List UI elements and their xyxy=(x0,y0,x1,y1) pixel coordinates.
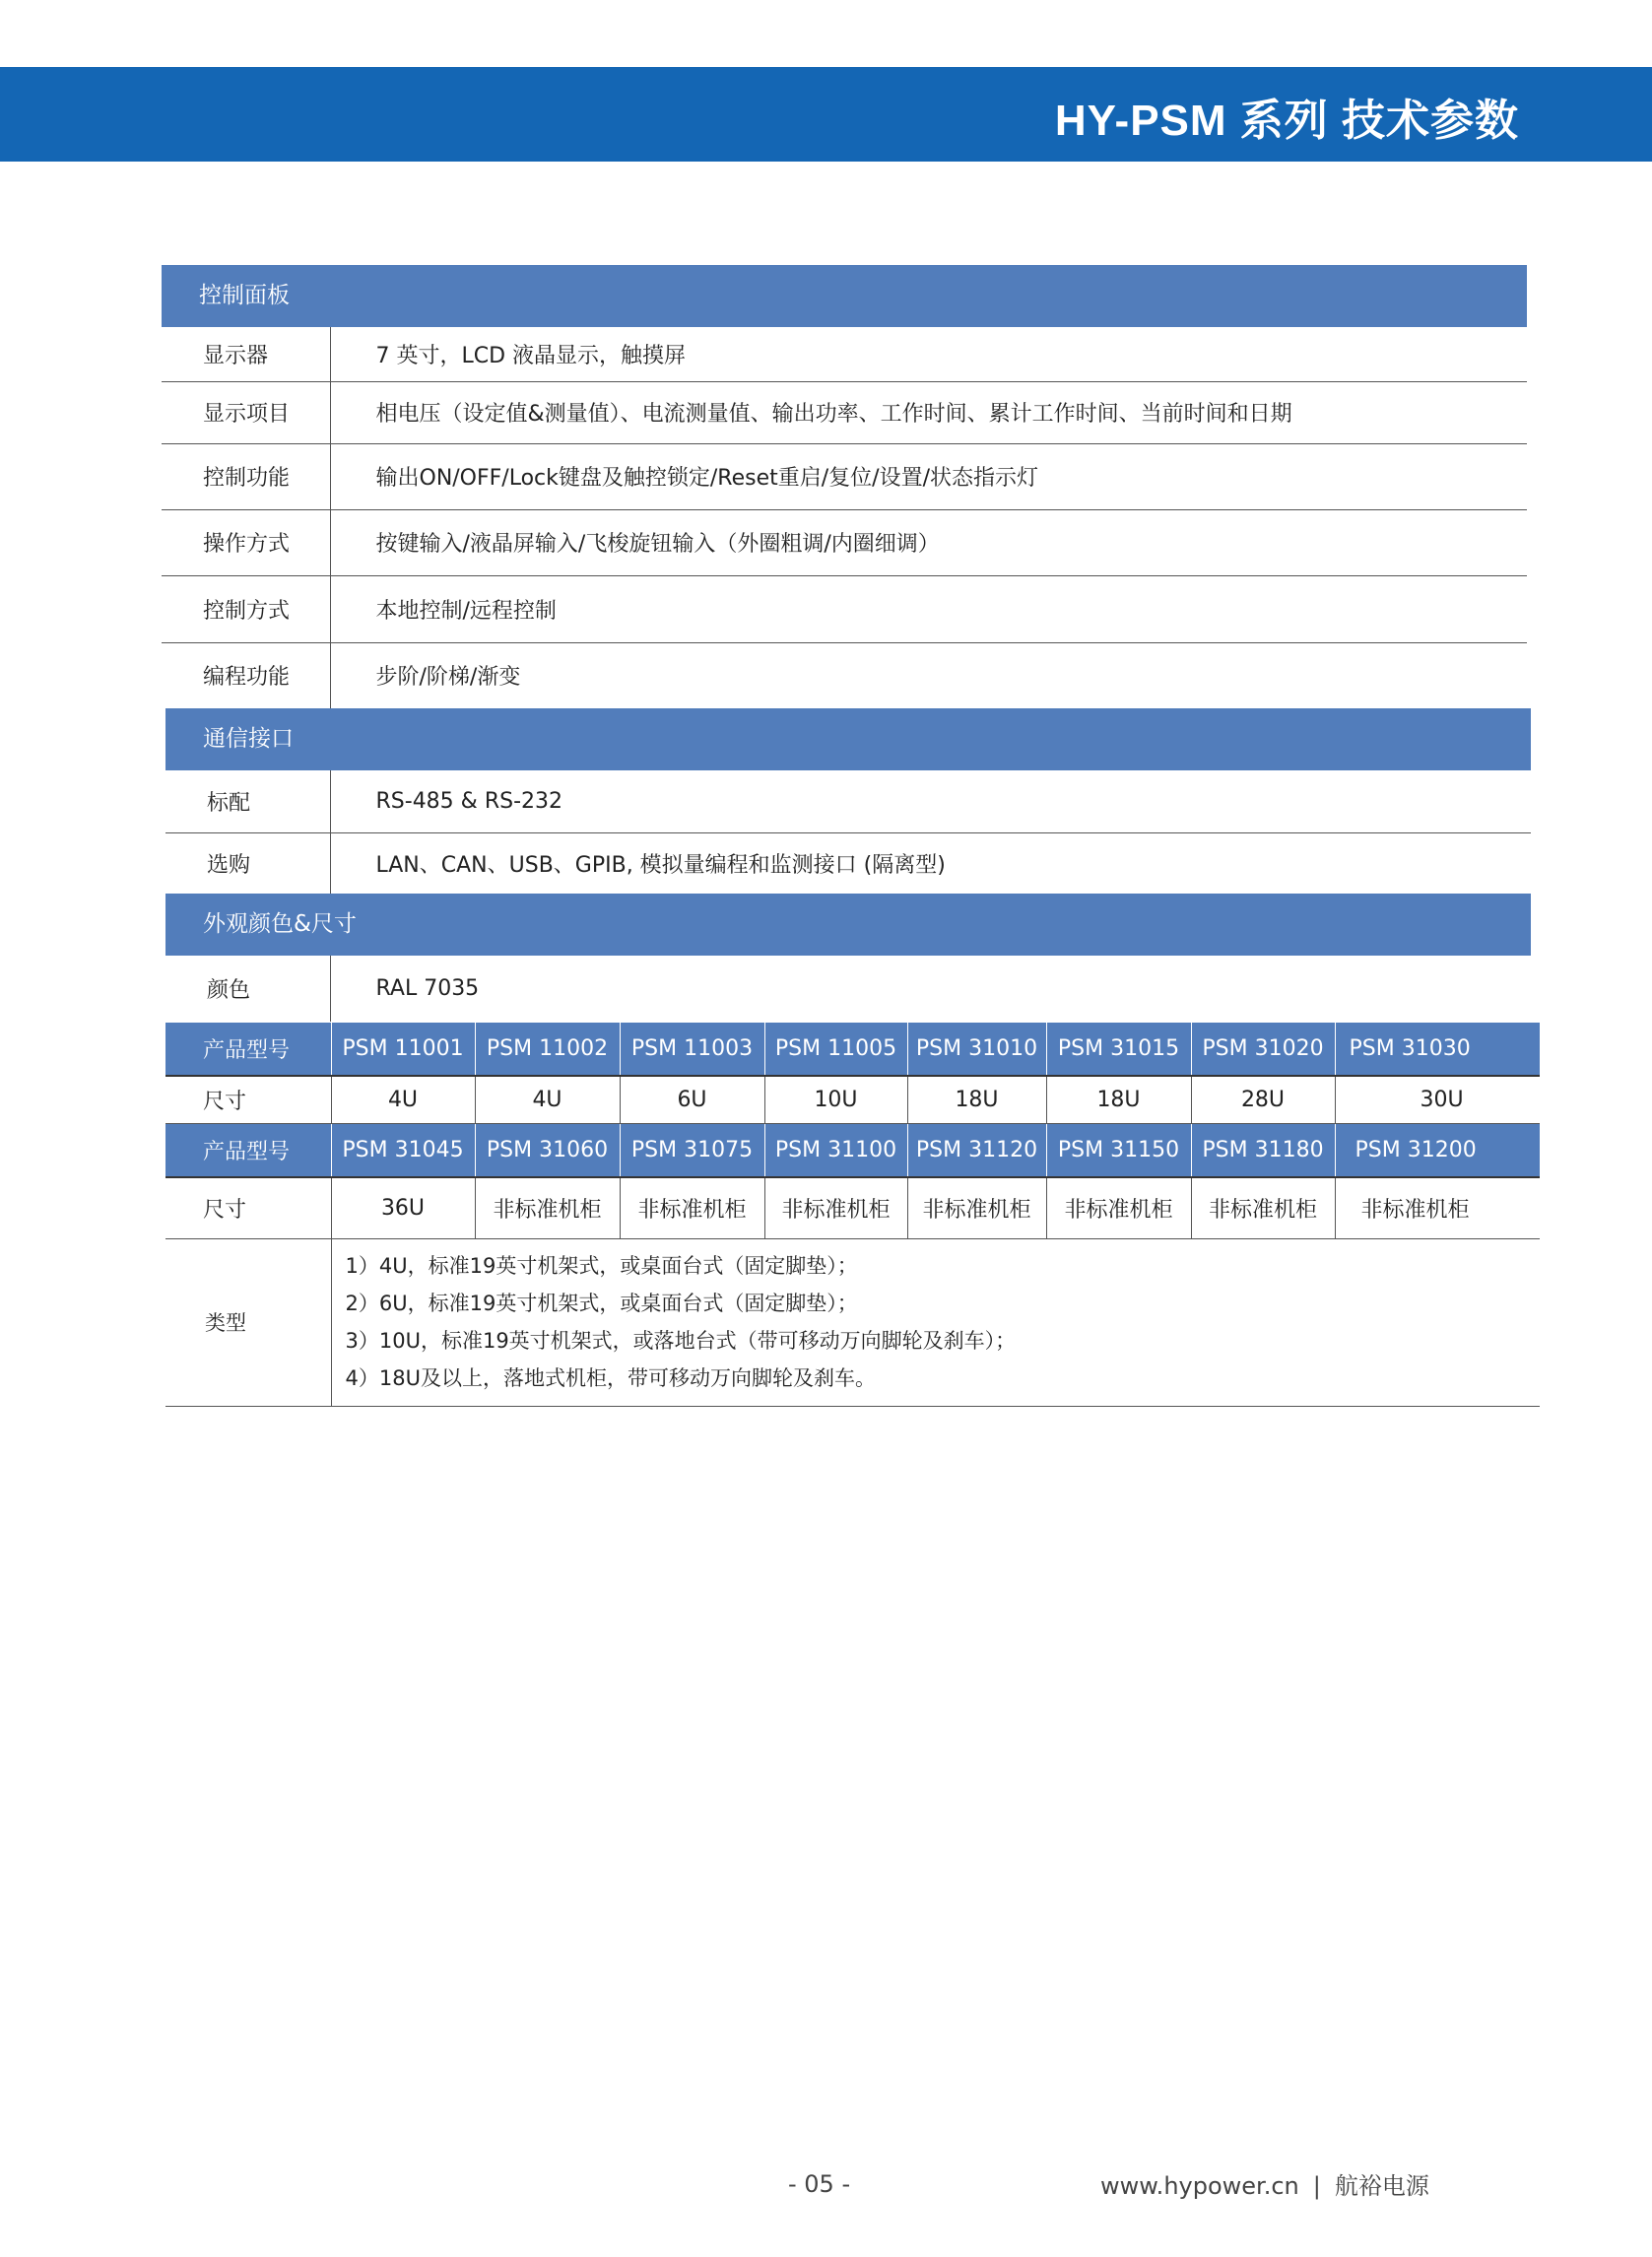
footer-company: 航裕电源 xyxy=(1334,2172,1429,2200)
section-header-appearance: 外观颜色&尺寸 xyxy=(165,894,1531,956)
page-number: - 05 - xyxy=(788,2170,851,2198)
size-cell: 10U xyxy=(764,1076,907,1123)
size-cell: 18U xyxy=(907,1076,1046,1123)
row-key: 控制方式 xyxy=(162,575,330,642)
row-key: 显示项目 xyxy=(162,381,330,443)
row-key: 标配 xyxy=(165,770,330,832)
size-cell: 非标准机柜 xyxy=(1046,1177,1191,1238)
model-cell: PSM 11002 xyxy=(475,1023,620,1076)
table-row xyxy=(162,443,1527,509)
model-cell: PSM 31060 xyxy=(475,1123,620,1177)
size-cell: 18U xyxy=(1046,1076,1191,1123)
table-row xyxy=(165,770,1531,832)
size-row xyxy=(165,1177,1540,1238)
header-bar xyxy=(0,67,1652,162)
size-label: 尺寸 xyxy=(165,1177,331,1238)
model-cell: PSM 31100 xyxy=(764,1123,907,1177)
row-value: 本地控制/远程控制 xyxy=(330,575,1527,642)
type-label: 类型 xyxy=(165,1238,331,1406)
model-label: 产品型号 xyxy=(165,1123,331,1177)
size-cell: 非标准机柜 xyxy=(1191,1177,1335,1238)
model-cell: PSM 31200 xyxy=(1335,1123,1540,1177)
row-key: 控制功能 xyxy=(162,443,330,509)
comm-table xyxy=(165,770,1531,894)
size-label: 尺寸 xyxy=(165,1076,331,1123)
footer-url: www.hypower.cn xyxy=(1100,2172,1299,2200)
page-title: HY-PSM 系列 技术参数 xyxy=(1054,97,1519,145)
table-row xyxy=(162,509,1527,575)
table-row xyxy=(162,642,1527,708)
size-cell: 非标准机柜 xyxy=(475,1177,620,1238)
model-cell: PSM 31180 xyxy=(1191,1123,1335,1177)
size-row xyxy=(165,1076,1540,1123)
row-value: LAN、CAN、USB、GPIB, 模拟量编程和监测接口 (隔离型) xyxy=(375,852,946,878)
model-header-row xyxy=(165,1123,1540,1177)
comm-section xyxy=(165,708,1531,894)
size-cell: 非标准机柜 xyxy=(1335,1177,1540,1238)
table-row xyxy=(162,381,1527,443)
model-header-row xyxy=(165,1023,1540,1076)
size-cell: 非标准机柜 xyxy=(620,1177,764,1238)
row-key: 编程功能 xyxy=(162,642,330,708)
control-panel-table xyxy=(162,327,1527,708)
color-label: 颜色 xyxy=(165,956,330,1022)
size-cell: 6U xyxy=(620,1076,764,1123)
type-item: 2）6U，标准19英寸机架式，或桌面台式（固定脚垫）； xyxy=(345,1291,858,1315)
type-item: 1）4U，标准19英寸机架式，或桌面台式（固定脚垫）； xyxy=(345,1253,858,1278)
model-label: 产品型号 xyxy=(165,1023,331,1076)
types-table xyxy=(165,1238,1540,1407)
type-item: 3）10U，标准19英寸机架式，或落地台式（带可移动万向脚轮及刹车）； xyxy=(345,1328,1017,1353)
table-row xyxy=(162,327,1527,381)
row-key: 显示器 xyxy=(162,327,330,381)
row-key: 选购 xyxy=(165,832,330,894)
model-cell: PSM 31045 xyxy=(331,1123,475,1177)
table-row xyxy=(165,1238,1540,1406)
models-block xyxy=(165,1023,1540,1239)
color-value: RAL 7035 xyxy=(375,976,480,1001)
size-cell: 28U xyxy=(1191,1076,1335,1123)
size-cell: 4U xyxy=(475,1076,620,1123)
row-value: RS-485 & RS-232 xyxy=(330,770,1531,832)
footer-separator: | xyxy=(1312,2172,1321,2200)
footer-brand xyxy=(1100,2166,1429,2201)
model-cell: PSM 11001 xyxy=(331,1023,475,1076)
model-cell: PSM 31030 xyxy=(1335,1023,1540,1076)
appearance-section xyxy=(165,894,1531,1022)
size-cell: 36U xyxy=(331,1177,475,1238)
table-row xyxy=(165,956,1531,1022)
type-item: 4）18U及以上，落地式机柜，带可移动万向脚轮及刹车。 xyxy=(345,1365,876,1390)
color-table xyxy=(165,956,1531,1022)
table-row xyxy=(162,575,1527,642)
size-cell: 非标准机柜 xyxy=(907,1177,1046,1238)
row-value: 7 英寸，LCD 液晶显示，触摸屏 xyxy=(330,327,1527,381)
models-table xyxy=(165,1023,1540,1239)
size-cell: 30U xyxy=(1335,1076,1540,1123)
row-value: 按键输入/液晶屏输入/飞梭旋钮输入（外圈粗调/内圈细调） xyxy=(330,509,1527,575)
model-cell: PSM 31020 xyxy=(1191,1023,1335,1076)
section-header-control-panel: 控制面板 xyxy=(162,265,1527,327)
model-cell: PSM 31120 xyxy=(907,1123,1046,1177)
control-panel-section xyxy=(162,265,1527,708)
size-cell: 4U xyxy=(331,1076,475,1123)
size-cell: 非标准机柜 xyxy=(764,1177,907,1238)
model-cell: PSM 11003 xyxy=(620,1023,764,1076)
table-row xyxy=(165,832,1531,894)
row-value: 步阶/阶梯/渐变 xyxy=(375,665,521,691)
section-header-comm: 通信接口 xyxy=(165,708,1531,770)
model-cell: PSM 31015 xyxy=(1046,1023,1191,1076)
row-value: 相电压（设定值&测量值）、电流测量值、输出功率、工作时间、累计工作时间、当前时间和日期 xyxy=(330,381,1527,443)
model-cell: PSM 31010 xyxy=(907,1023,1046,1076)
model-cell: PSM 11005 xyxy=(764,1023,907,1076)
row-value: 输出ON/OFF/Lock键盘及触控锁定/Reset重启/复位/设置/状态指示灯 xyxy=(330,443,1527,509)
model-cell: PSM 31150 xyxy=(1046,1123,1191,1177)
types-list xyxy=(331,1238,1540,1406)
row-key: 操作方式 xyxy=(162,509,330,575)
model-cell: PSM 31075 xyxy=(620,1123,764,1177)
types-block xyxy=(165,1238,1540,1407)
